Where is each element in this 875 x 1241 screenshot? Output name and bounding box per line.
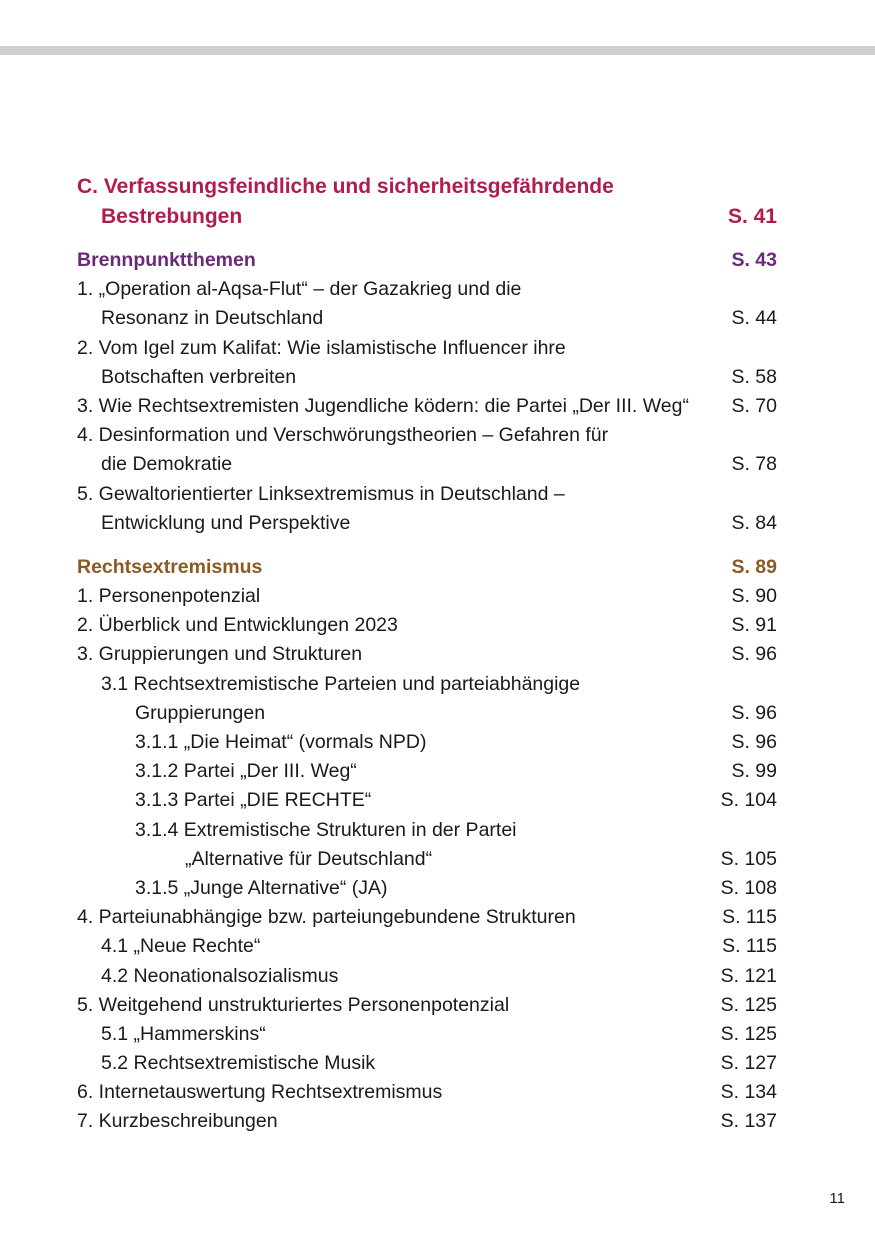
toc-entry bbox=[77, 480, 777, 509]
toc-entry-text: 4.1 „Neue Rechte“ bbox=[101, 935, 261, 958]
toc-entry-page: S. 90 bbox=[731, 585, 777, 608]
toc-entry-text: 7. Kurzbeschreibungen bbox=[77, 1110, 278, 1133]
table-of-contents bbox=[77, 172, 777, 1137]
toc-entry-text: 4.2 Neonationalsozialismus bbox=[101, 964, 339, 987]
section-page: S. 89 bbox=[731, 555, 777, 578]
top-rule bbox=[0, 46, 875, 55]
toc-entry-page: S. 91 bbox=[731, 614, 777, 637]
chapter-title: C. Verfassungsfeindliche und sicherheitsgefährdende bbox=[77, 175, 614, 198]
toc-entry bbox=[77, 640, 777, 669]
toc-entry-page: S. 78 bbox=[731, 453, 777, 476]
toc-entry-cont bbox=[77, 509, 777, 538]
toc-entry-text: 2. Überblick und Entwicklungen 2023 bbox=[77, 614, 398, 637]
toc-entry-page: S. 115 bbox=[722, 935, 777, 958]
chapter-heading-line1 bbox=[77, 172, 777, 202]
toc-entry-page: S. 105 bbox=[720, 847, 777, 870]
toc-entry bbox=[77, 991, 777, 1020]
toc-entry-text: 5.1 „Hammerskins“ bbox=[101, 1022, 266, 1045]
toc-entry-text: 3.1.5 „Junge Alternative“ (JA) bbox=[135, 876, 388, 899]
toc-entry bbox=[77, 1078, 777, 1107]
toc-entry bbox=[77, 1020, 777, 1049]
toc-entry-text: 3.1.4 Extremistische Strukturen in der Partei bbox=[135, 818, 517, 841]
toc-entry-text-cont: „Alternative für Deutschland“ bbox=[185, 847, 433, 870]
toc-entry bbox=[77, 816, 777, 845]
toc-entry-page: S. 96 bbox=[731, 643, 777, 666]
toc-entry bbox=[77, 932, 777, 961]
toc-entry bbox=[77, 786, 777, 815]
toc-entry bbox=[77, 275, 777, 304]
section-page: S. 43 bbox=[731, 249, 777, 271]
section-title: Brennpunktthemen bbox=[77, 249, 256, 271]
toc-entry-page: S. 134 bbox=[720, 1081, 777, 1104]
toc-entry-page: S. 58 bbox=[731, 365, 777, 388]
toc-entry bbox=[77, 421, 777, 450]
toc-entry-cont bbox=[77, 363, 777, 392]
toc-entry-text: 4. Parteiunabhängige bzw. parteiungebundene Strukturen bbox=[77, 906, 576, 929]
page-number: 11 bbox=[829, 1190, 845, 1207]
toc-entry-text: 5. Gewaltorientierter Linksextremismus in Deutschland – bbox=[77, 482, 565, 505]
toc-entry-page: S. 108 bbox=[720, 876, 777, 899]
toc-entry-text: 3.1.1 „Die Heimat“ (vormals NPD) bbox=[135, 731, 427, 753]
toc-entry-text: 3.1.2 Partei „Der III. Weg“ bbox=[135, 760, 357, 783]
toc-entry-page: S. 99 bbox=[731, 760, 777, 783]
toc-entry-page: S. 127 bbox=[720, 1052, 777, 1075]
toc-entry-page: S. 70 bbox=[731, 394, 777, 417]
toc-entry-text: 5. Weitgehend unstrukturiertes Personenpotenzial bbox=[77, 993, 510, 1016]
toc-entry-text: 5.2 Rechtsextremistische Musik bbox=[101, 1052, 376, 1075]
toc-entry-text-cont: Entwicklung und Perspektive bbox=[101, 511, 351, 534]
toc-entry bbox=[77, 874, 777, 903]
toc-entry-cont bbox=[77, 304, 777, 333]
toc-entry-cont bbox=[77, 450, 777, 479]
toc-entry-cont bbox=[77, 699, 777, 728]
toc-entry-text: 1. Personenpotenzial bbox=[77, 585, 261, 608]
toc-entry bbox=[77, 728, 777, 757]
toc-entry-text: 3. Gruppierungen und Strukturen bbox=[77, 643, 363, 666]
toc-entry bbox=[77, 334, 777, 363]
toc-entry bbox=[77, 1107, 777, 1136]
toc-entry-page: S. 125 bbox=[720, 993, 777, 1016]
chapter-page: S. 41 bbox=[727, 204, 777, 228]
chapter-heading-line2 bbox=[77, 202, 777, 232]
toc-entry-text: 3.1 Rechtsextremistische Parteien und parteiabhängige bbox=[101, 672, 581, 695]
toc-entry-page: S. 84 bbox=[731, 511, 777, 534]
chapter-title-cont: Bestrebungen bbox=[101, 204, 243, 228]
toc-entry-text: 4. Desinformation und Verschwörungstheorien – Gefahren für bbox=[77, 424, 609, 447]
section-heading-brennpunkt bbox=[77, 246, 777, 275]
toc-entry-text: 1. „Operation al-Aqsa-Flut“ – der Gazakrieg und die bbox=[77, 278, 522, 301]
toc-entry-text: 3. Wie Rechtsextremisten Jugendliche ködern: die Partei „Der III. Weg“ bbox=[77, 394, 689, 417]
section-heading-rechtsextremismus bbox=[77, 553, 777, 582]
toc-entry bbox=[77, 903, 777, 932]
toc-entry-page: S. 137 bbox=[720, 1110, 777, 1133]
toc-entry-text-cont: Gruppierungen bbox=[135, 701, 266, 724]
toc-entry-cont bbox=[77, 845, 777, 874]
toc-entry bbox=[77, 670, 777, 699]
toc-entry-text: 3.1.3 Partei „DIE RECHTE“ bbox=[135, 789, 372, 812]
toc-entry-page: S. 115 bbox=[722, 906, 777, 929]
toc-entry-text-cont: Botschaften verbreiten bbox=[101, 365, 297, 388]
toc-entry-text-cont: die Demokratie bbox=[101, 453, 233, 476]
toc-entry bbox=[77, 582, 777, 611]
toc-entry-page: S. 104 bbox=[720, 789, 777, 812]
toc-entry-text: 6. Internetauswertung Rechtsextremismus bbox=[77, 1081, 443, 1104]
section-title: Rechtsextremismus bbox=[77, 555, 263, 578]
toc-entry-page: S. 125 bbox=[720, 1022, 777, 1045]
toc-entry bbox=[77, 757, 777, 786]
toc-entry-page: S. 96 bbox=[731, 701, 777, 724]
toc-entry bbox=[77, 962, 777, 991]
toc-entry-text-cont: Resonanz in Deutschland bbox=[101, 307, 324, 330]
toc-entry-text: 2. Vom Igel zum Kalifat: Wie islamistische Influencer ihre bbox=[77, 336, 566, 359]
toc-entry bbox=[77, 392, 777, 421]
toc-entry-page: S. 96 bbox=[731, 731, 777, 753]
toc-entry-page: S. 44 bbox=[731, 307, 777, 330]
toc-entry bbox=[77, 1049, 777, 1078]
toc-entry bbox=[77, 611, 777, 640]
toc-entry-page: S. 121 bbox=[720, 964, 777, 987]
